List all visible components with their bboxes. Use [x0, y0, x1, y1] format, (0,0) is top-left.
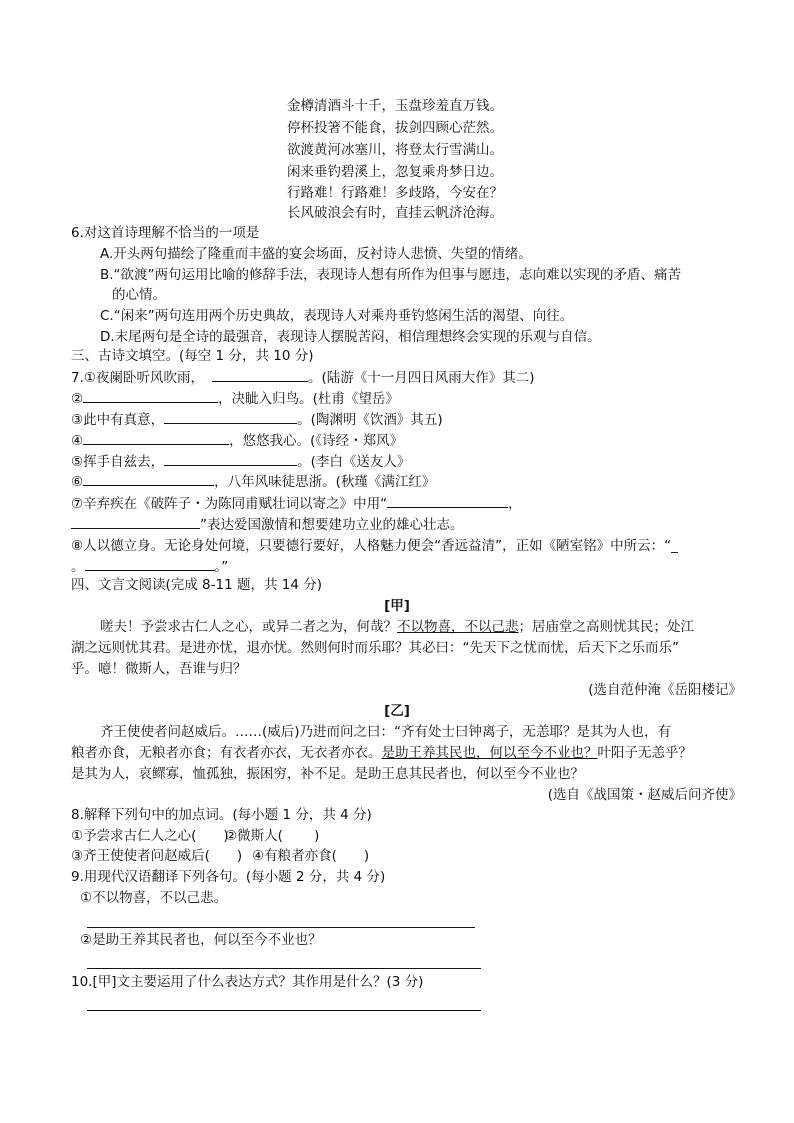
poem-line: 行路难！行路难！多歧路，今安在？: [287, 185, 503, 201]
text: 。(陆游《十一月四日风雨大作》其二): [307, 370, 535, 386]
q9-item: ②是助王养其民者也，何以至今不业也？: [80, 932, 322, 948]
fill-item-3: [71, 410, 443, 429]
text: ，: [508, 496, 522, 512]
answer-line[interactable]: [87, 927, 475, 928]
fill-item-6: [71, 472, 435, 491]
answer-line[interactable]: [87, 1010, 481, 1011]
text: ，八年风味徒思浙。(秋瑾《满江红》: [214, 474, 436, 490]
passage-yi-line: 齐王使使者问赵威后。……(威后)乃进而问之曰：“齐有处士曰钟离子，无恙耶？是其为人也，有: [100, 724, 672, 740]
q6-option-c: C.“闲来”两句连用两个历史典故，表现诗人对乘舟垂钓悠闲生活的渴望、向往。: [100, 308, 574, 324]
text: 嗟夫！予尝求古仁人之心，或异二者之为，何哉？: [100, 619, 397, 635]
section-title: 三、古诗文填空。(每空 1 分，共 10 分): [71, 348, 314, 364]
fill-item-7: [71, 494, 522, 513]
text: 叶阳子无恙乎？: [597, 745, 692, 761]
answer-blank[interactable]: [83, 472, 214, 486]
q8-item: ①予尝求古仁人之心( ): [71, 828, 229, 844]
text: 。(陶渊明《饮酒》其五): [297, 412, 443, 428]
poem-line: 金樽清酒斗十千，玉盘珍羞直万钱。: [287, 98, 503, 114]
passage-yi-label: [乙]: [384, 703, 410, 719]
text: 。: [71, 559, 85, 575]
text: ；居庙堂之高则忧其民；处江: [518, 619, 694, 635]
q6-option-b: B.“欲渡”两句运用比喻的修辞手法，表现诗人想有所作为但事与愿违，志向难以实现的矛盾、痛苦: [100, 267, 682, 283]
q6-stem: 6.对这首诗理解不恰当的一项是: [71, 225, 260, 241]
passage-jia-line: 乎。噫！微斯人，吾谁与归？: [71, 661, 247, 677]
text: 。(李白《送友人》: [297, 454, 411, 470]
text: ，决眦入归鸟。(杜甫《望岳》: [218, 391, 399, 407]
text: ，悠悠我心。(《诗经・郑风》: [229, 433, 404, 449]
fill-item-8: ⑧人以德立身。无论身处何境，只要德行要好，人格魅力便会“香远益清”，正如《陋室铭》中所云：“_: [71, 538, 678, 554]
passage-yi-source: (选自《战国策・赵威后问齐使》: [547, 787, 742, 803]
passage-jia-line: [100, 618, 694, 636]
fill-item-7-cont: [71, 515, 464, 534]
answer-blank[interactable]: [83, 389, 218, 403]
passage-yi-line: 是其为人，哀鳏寡，恤孤独，振困穷，补不足。是助王息其民者也，何以至今不业也？: [71, 766, 584, 782]
poem-line: 欲渡黄河冰塞川，将登太行雪满山。: [287, 142, 503, 158]
text: ②: [71, 391, 84, 407]
underlined-text: 是助王养其民也，何以至今不业也？: [381, 745, 598, 761]
q9-item: ①不以物喜，不以己悲。: [80, 890, 228, 906]
text: ⑥: [71, 474, 84, 490]
text: 粮者亦食，无粮者亦食；有衣者亦衣，无衣者亦衣。: [71, 745, 382, 761]
passage-jia-line: 湖之远则忧其君。是进亦忧，退亦忧。然则何时而乐耶？其必曰：“先天下之忧而忧，后天下之乐而乐”: [71, 640, 679, 656]
fill-item-5: [71, 452, 410, 471]
q8-stem: 8.解释下列句中的加点词。(每小题 1 分，共 4 分): [71, 807, 372, 823]
fill-item-4: [71, 431, 403, 450]
q6-option-d: D.末尾两句是全诗的最强音，表现诗人摆脱苦闷，相信理想终会实现的乐观与自信。: [100, 329, 601, 345]
fill-item-1: [71, 368, 535, 387]
answer-blank[interactable]: [164, 452, 297, 466]
text: 。”: [214, 559, 229, 575]
poem-line: 闲来垂钓碧溪上，忽复乘舟梦日边。: [287, 164, 503, 180]
poem-line: 长风破浪会有时，直挂云帆济沧海。: [287, 205, 503, 221]
fill-item-2: [71, 389, 399, 408]
q8-item: ③齐王使使者问赵威后( ): [71, 848, 243, 864]
text: ④: [71, 433, 84, 449]
answer-blank[interactable]: [164, 410, 297, 424]
answer-blank[interactable]: [212, 368, 308, 382]
poem-line: 停杯投箸不能食，拔剑四顾心茫然。: [287, 120, 503, 136]
passage-jia-source: (选自范仲淹《岳阳楼记》: [588, 682, 742, 698]
text: ⑦辛弃疾在《破阵子・为陈同甫赋壮词以寄之》中用“: [71, 496, 388, 512]
q6-option-a: A.开头两句描绘了隆重而丰盛的宴会场面，反衬诗人悲愤、失望的情绪。: [100, 246, 532, 262]
text: ③此中有真意，: [71, 412, 165, 428]
q9-stem: 9.用现代汉语翻译下列各句。(每小题 2 分，共 4 分): [71, 869, 386, 885]
answer-blank[interactable]: [83, 431, 229, 445]
passage-yi-line: [71, 744, 692, 762]
answer-line[interactable]: [87, 968, 481, 969]
underlined-text: 不以物喜，不以己悲: [397, 619, 519, 635]
answer-blank[interactable]: [387, 494, 508, 508]
fill-item-8-cont: [71, 557, 228, 576]
text: ”表达爱国激情和想要建功立业的雄心壮志。: [200, 517, 464, 533]
section-title: 四、文言文阅读(完成 8-11 题，共 14 分): [71, 577, 323, 593]
answer-blank[interactable]: [85, 557, 215, 571]
q6-option-b-cont: 的心情。: [112, 287, 166, 303]
text: ⑤挥手自兹去，: [71, 454, 165, 470]
q8-item: ④有粮者亦食( ): [252, 848, 370, 864]
answer-blank[interactable]: [71, 515, 200, 529]
text: 7.①夜阑卧听风吹雨，: [71, 370, 204, 386]
q8-item: ②微斯人( ): [225, 828, 320, 844]
q10-stem: 10.[甲]文主要运用了什么表达方式？其作用是什么？(3 分): [71, 974, 424, 990]
passage-jia-label: [甲]: [384, 598, 410, 614]
